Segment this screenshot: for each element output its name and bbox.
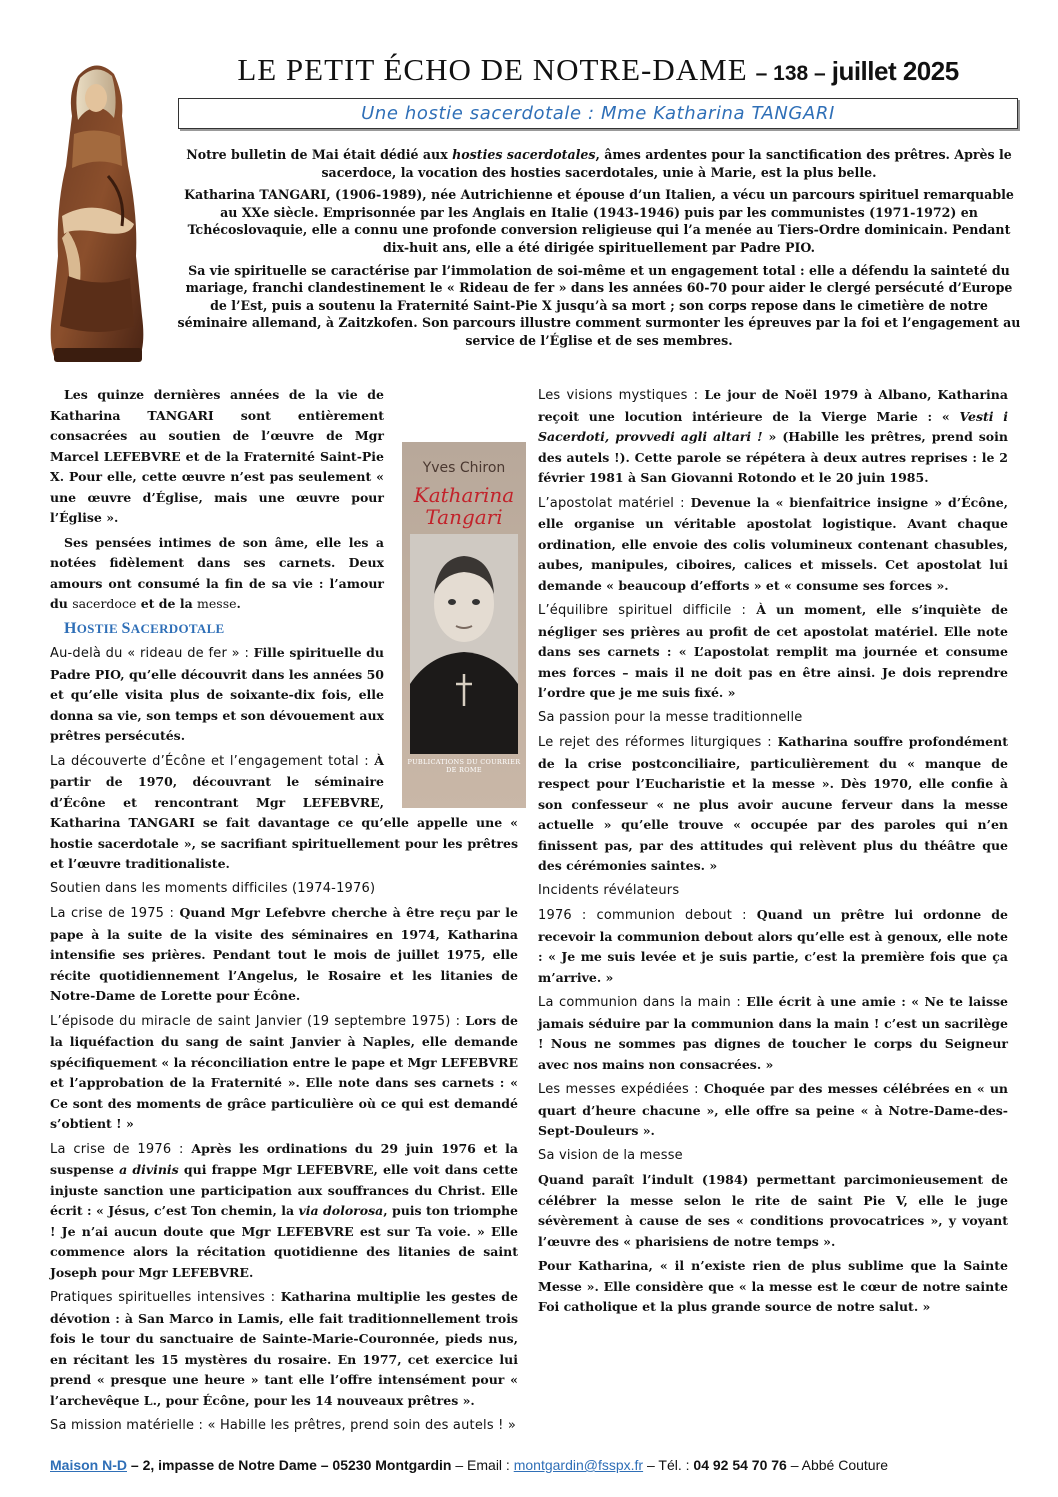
- right-section-7: [538, 1079, 1008, 1142]
- section-label: L’apostolat matériel :: [538, 495, 691, 511]
- section-label: La crise de 1975 :: [50, 906, 180, 921]
- section-label: L’équilibre spirituel difficile :: [538, 603, 757, 618]
- left-text: Ses pensées intimes de son âme, elle les a notées fidèlement dans ses carnets. Deux amours ont consumé la fin de sa vie : l’amour du: [50, 534, 384, 611]
- footer-contact: [50, 1457, 1010, 1473]
- subheading-incidents: Incidents révélateurs: [538, 882, 680, 898]
- intro-paragraph-1: [176, 146, 1022, 181]
- left-section-6: [50, 1287, 518, 1411]
- issue-number: – 138 –: [755, 62, 826, 85]
- intro-paragraph-3: Sa vie spirituelle se caractérise par l’immolation de soi-même et un engagement total : elle a défendu la sainteté du mariage, franchi clandestinement le « Rideau de fer » dans les années 60-70 pour aider le clergé persécuté d’Europe de l’Est, puis a soutenu la Fraternité Saint-Pie X jusqu’à sa mort ; son corps repose dans le cimetière de notre séminaire allemand, à Zaitzkofen. Son parcours illustre comment surmonter les épreuves par la foi et l’engagement au service de l’Église et de ses membres.: [177, 262, 1021, 348]
- right-section-5: [538, 905, 1008, 988]
- section-label: Les visions mystiques :: [538, 388, 705, 403]
- section-label: 1976 : communion debout :: [538, 908, 757, 923]
- intro-paragraph-2: Katharina TANGARI, (1906-1989), née Autrichienne et épouse d’un Italien, a vécu un parcours spirituel remarquable au XXe siècle. Emprisonnée par les Anglais en Italie (1943-1946) puis par les communistes (1971-1972) en Tchécoslovaquie, elle a connu une profonde conversion religieuse qui l’a menée au Tiers-Ordre dominicain. Pendant dix-huit ans, elle a été dirigée spirituellement par Padre PIO.: [184, 187, 1014, 255]
- left-word: sacerdoce: [72, 596, 137, 611]
- pieta-statue-image: [38, 56, 156, 368]
- right-column: [538, 385, 1008, 1322]
- left-section-3: [50, 903, 518, 1007]
- section-emphasis: via dolorosa: [298, 1203, 384, 1218]
- section-label: Sa mission matérielle : « Habille les prêtres, prend soin des autels ! »: [50, 1418, 517, 1433]
- masthead-title: LE PETIT ÉCHO DE NOTRE-DAME: [237, 52, 748, 87]
- article-subtitle: Une hostie sacerdotale : Mme Katharina TANGARI: [361, 103, 835, 124]
- section-label: Le rejet des réformes liturgiques :: [538, 735, 778, 750]
- section-text: Quand un prêtre lui ordonne de recevoir la communion debout alors qu’elle est à genoux, elle note : « Je me suis levée et je suis partie, c’est la première fois que ça m’arrive. »: [538, 907, 1008, 985]
- right-section-2: [538, 493, 1008, 597]
- heading-smallcaps: OSTIE: [76, 620, 122, 636]
- email-link[interactable]: montgardin@fsspx.fr: [513, 1457, 644, 1473]
- left-text: et de la: [136, 596, 198, 611]
- subheading-vision: Sa vision de la messe: [538, 1147, 683, 1163]
- section-text: Après les ordinations du 29 juin 1976 et la suspense: [50, 1140, 518, 1177]
- section-text: Katharina souffre profondément de la crise postconciliaire, particulièrement du « manque de respect pour l’Eucharistie et la messe ». Dès 1970, elle confie à son confesseur « ne plus avoir aucune ferveur dans la messe actuelle » qu’elle trouve « occupée par des paroles qui n’en finissent pas, par des attitudes qui relèvent plus du théâtre que des cérémonies saintes. »: [538, 734, 1008, 873]
- book-title: Katharina Tangari: [413, 483, 515, 529]
- intro-text: , âmes ardentes pour la sanctification des prêtres. Après le sacerdoce, la vocation des hosties sacerdotales, unie à Marie, est la plus belle.: [321, 147, 1012, 180]
- right-section-4: [538, 732, 1008, 877]
- intro-emphasis: hosties sacerdotales: [452, 147, 596, 162]
- section-label: La crise de 1976 :: [50, 1141, 192, 1157]
- section-label: Au-delà du « rideau de fer » :: [50, 646, 254, 661]
- left-column: [50, 385, 518, 1441]
- section-label: L’épisode du miracle de saint Janvier (19 septembre 1975) :: [50, 1013, 466, 1029]
- footer-phone: 04 92 54 70 76: [693, 1457, 787, 1473]
- right-section-9: Pour Katharina, « il n’existe rien de plus sublime que la Sainte Messe ». Elle considère que « la messe est le cœur de notre sainte Foi catholique et la plus grande source de notre salut. »: [538, 1258, 1008, 1314]
- intro-text: Notre bulletin de Mai était dédié aux: [186, 147, 453, 162]
- issue-date: juillet 2025: [831, 56, 959, 86]
- heading-smallcaps: ACERDOTALE: [130, 620, 225, 636]
- section-text: Fille spirituelle du Padre PIO, qu’elle découvrit dans les années 50 et qu’elle visita plus de soixante-dix fois, elle donna sa vie, son temps et son dévouement aux prêtres persécutés.: [50, 645, 384, 743]
- footer-priest: – Abbé Couture: [786, 1457, 889, 1473]
- footer-email-label: – Email :: [451, 1457, 514, 1473]
- right-section-8: Quand paraît l’indult (1984) permettant parcimonieusement de célébrer la messe selon le rite de saint Pie V, elle le juge sévèrement à cause de ses « conditions provocatrices », y voyant l’œuvre des « pharisiens de notre temps ».: [538, 1172, 1008, 1249]
- book-publisher: PUBLICATIONS DU COURRIER DE ROME: [407, 758, 521, 774]
- section-label: Pratiques spirituelles intensives :: [50, 1290, 281, 1305]
- section-label: La communion dans la main :: [538, 995, 747, 1010]
- subheading-passion: Sa passion pour la messe traditionnelle: [538, 709, 803, 725]
- right-section-6: [538, 992, 1008, 1075]
- left-paragraph-1: Les quinze dernières années de la vie de Katharina TANGARI sont entièrement consacrées au soutien de l’œuvre de Mgr Marcel LEFEBVRE et de la Fraternité Saint-Pie X. Pour elle, cette œuvre n’est pas seulement « une œuvre d’Église, mais une œuvre pour l’Église ».: [50, 387, 384, 525]
- house-link[interactable]: Maison N-D: [50, 1457, 127, 1473]
- section-text: Quand Mgr Lefebvre cherche à être reçu par le pape à la suite de la visite des séminaires en 1974, Katharina intensifie ses prières. Pendant tout le mois de juillet 1975, elle récite quotidiennement l’Angelus, le Rosaire et les litanies de Notre-Dame de Lorette pour Écône.: [50, 905, 518, 1003]
- right-section-3: [538, 600, 1008, 704]
- section-text: À partir de 1970, découvrant le séminaire d’Écône et rencontrant Mgr LEFEBVRE, Katharina TANGARI se fait davantage ce qu’elle appelle une « hostie sacerdotale », se sacrifiant spirituellement pour les prêtres et l’œuvre traditionaliste.: [50, 752, 518, 871]
- section-text: Lors de la liquéfaction du sang de saint Janvier à Naples, elle demande spécifiquement « la réconciliation entre le pape et Mgr LEFEBVRE et l’approbation de la Fraternité ». Elle note dans ses carnets : « Ce sont des moments de grâce particulière où ce qui est demandé s’obtient ! »: [50, 1012, 518, 1131]
- section-text: Elle écrit à une amie : « Ne te laisse jamais séduire par la communion dans la main ! c’est un sacrilège ! Nous ne sommes pas dignes de toucher le corps du Seigneur avec nos mains non consacrées. »: [538, 994, 1008, 1072]
- footer-address: – 2, impasse de Notre Dame – 05230 Montgardin: [127, 1457, 452, 1473]
- footer-tel-label: – Tél. :: [643, 1457, 694, 1473]
- section-label: Les messes expédiées :: [538, 1082, 704, 1097]
- section-text: À un moment, elle s’inquiète de négliger ses prières au profit de cet apostolat matériel. Elle note dans ses carnets : « L’apostolat remplit ma journée et consume mes forces – mais il ne doit pas en être ainsi. Je dois reprendre l’ordre que je me suis fixé. »: [538, 602, 1009, 700]
- section-label: La découverte d’Écône et l’engagement total :: [50, 753, 375, 769]
- heading-letter: S: [121, 619, 131, 637]
- section-emphasis: Vesti i Sacerdoti, provvedi agli altari !: [538, 408, 1008, 444]
- section-text: , puis ton triomphe ! Je n’ai aucun doute que Mgr LEFEBVRE est sur Ta voie. » Elle commence alors la récitation quotidienne des litanies de saint Joseph pour Mgr LEFEBVRE.: [50, 1203, 519, 1280]
- left-section-7: [50, 1415, 518, 1437]
- left-text: .: [236, 596, 241, 611]
- book-cover-spacer: [390, 385, 518, 797]
- section-text: Devenue la « bienfaitrice insigne » d’Écône, elle organise un véritable apostolat logistique. Avant chaque ordination, elle envoie des colis volumineux contenant chasubles, aubes, manipules, ciboires, calices et missels. Cet apostolat lui demande « beaucoup d’efforts » et « consume ses forces ».: [538, 494, 1008, 593]
- left-word: messe: [197, 596, 237, 611]
- right-section-1: [538, 385, 1008, 489]
- masthead-row: [178, 52, 1018, 92]
- heading-letter: H: [64, 619, 77, 637]
- section-text: » (Habille les prêtres, prend soin des autels !). Cette parole se répétera à deux autres reprises : le 2 février 1981 à San Giovanni Rotondo et le 20 juin 1985.: [538, 429, 1008, 485]
- subtitle-banner: [178, 98, 1018, 129]
- subheading-soutien: Soutien dans les moments difficiles (1974-1976): [50, 880, 376, 896]
- section-text: Katharina multiplie les gestes de dévotion : à San Marco in Lamis, elle fait traditionnellement trois fois le tour du sanctuaire de Sainte-Marie-Couronnée, pieds nus, en récitant les 15 mystères du rosaire. En 1977, cet exercice lui prend « presque une heure » tant elle l’offre intensément pour « l’archevêque L., pour Écône, pour les 14 nouveaux prêtres ».: [50, 1289, 518, 1408]
- book-author: Yves Chiron: [422, 460, 506, 476]
- section-text: qui frappe Mgr LEFEBVRE, elle voit dans cette injuste sanction une participation aux souffrances du Christ. Elle écrit : « Jésus, c’est Ton chemin, la: [50, 1162, 519, 1218]
- section-text: Le jour de Noël 1979 à Albano, Katharina reçoit une locution intérieure de la Vierge Marie : «: [538, 387, 1008, 424]
- left-section-4: [50, 1011, 518, 1135]
- section-emphasis: a divinis: [119, 1162, 179, 1177]
- intro-block: [176, 146, 1022, 355]
- left-section-5: [50, 1139, 518, 1284]
- section-text: Choquée par des messes célébrées en « un quart d’heure chacune », elle offre sa peine « à Notre-Dame-des-Sept-Douleurs ».: [538, 1081, 1008, 1138]
